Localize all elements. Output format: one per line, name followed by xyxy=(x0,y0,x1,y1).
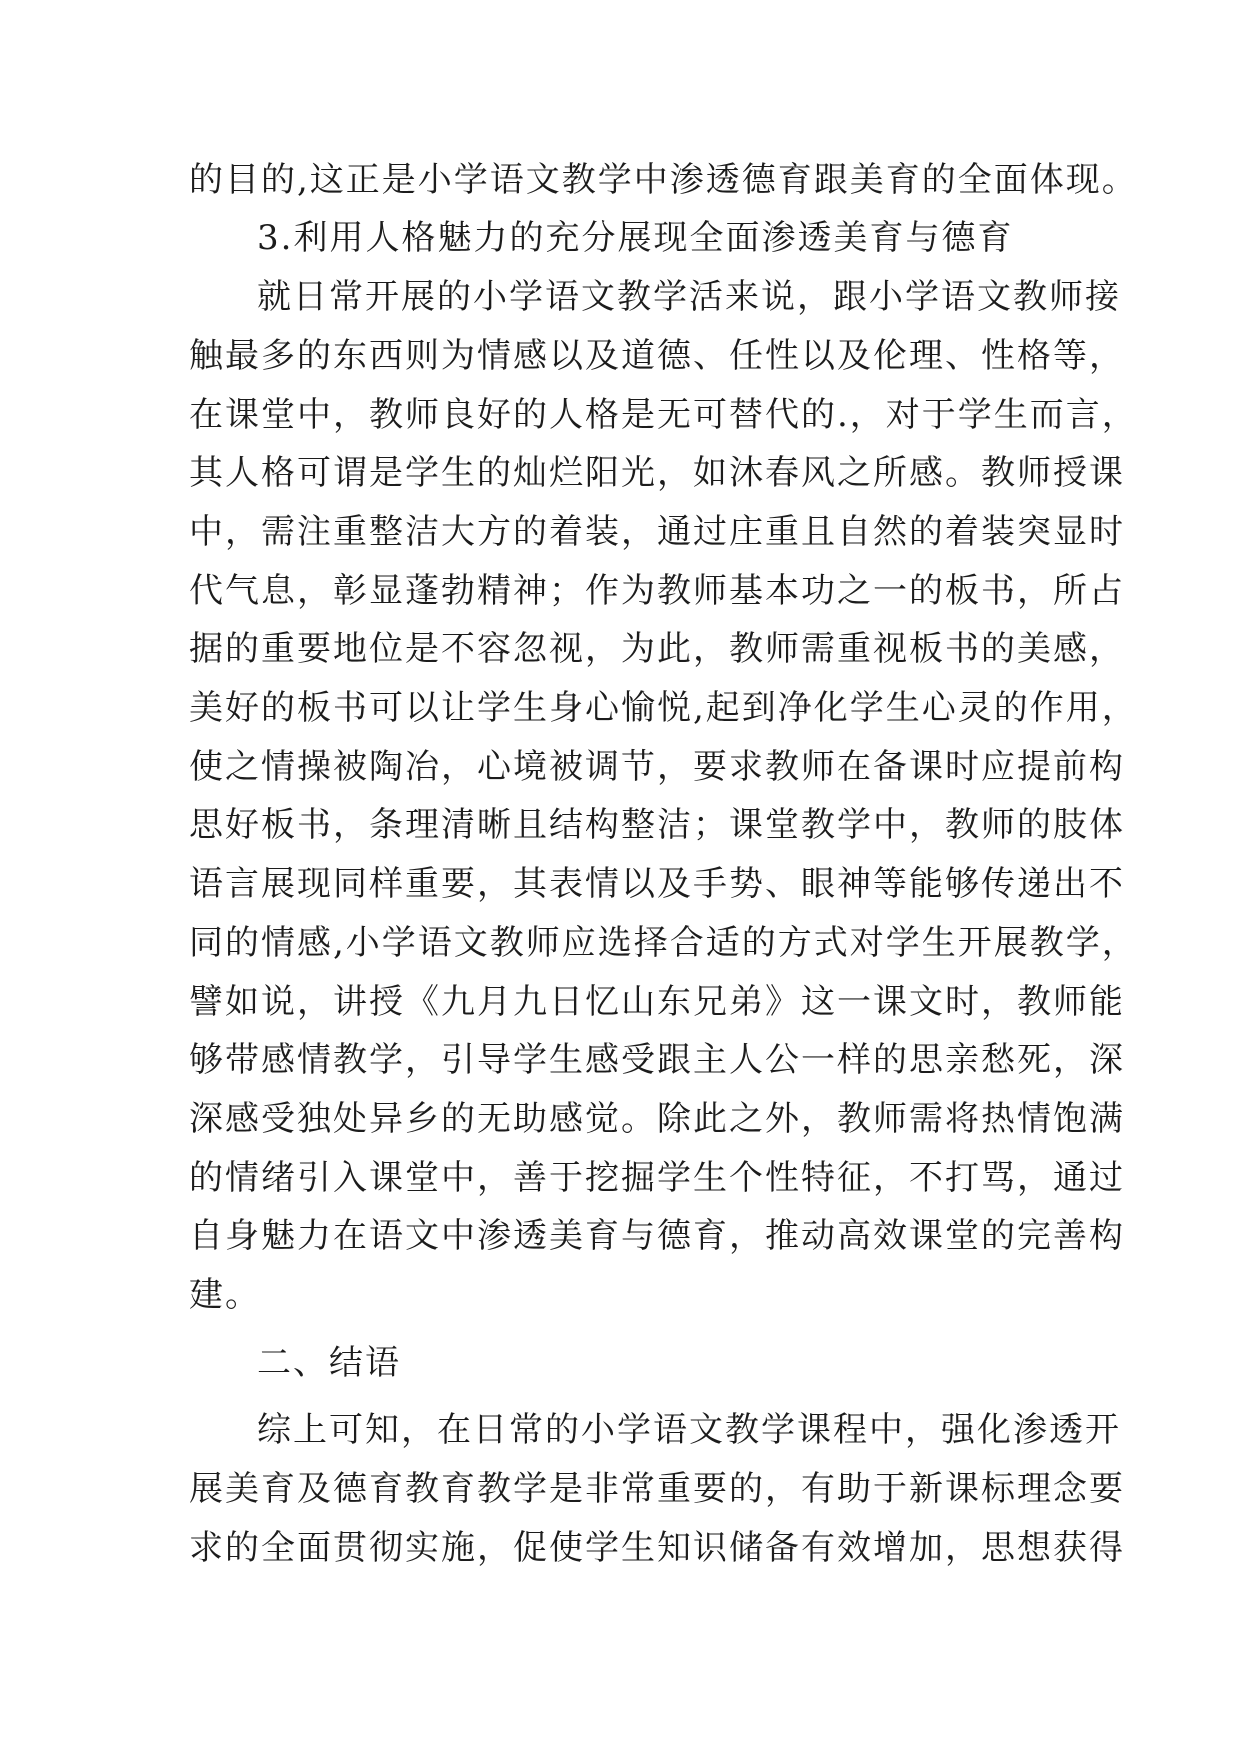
text-line: 据的重要地位是不容忽视，为此，教师需重视板书的美感， xyxy=(189,629,1125,669)
section-heading: 二、结语 xyxy=(257,1343,401,1383)
text-line: 够带感情教学，引导学生感受跟主人公一样的思亲愁死，深 xyxy=(189,1040,1125,1080)
text-line: 求的全面贯彻实施，促使学生知识储备有效增加，思想获得 xyxy=(189,1528,1125,1568)
text-line: 美好的板书可以让学生身心愉悦,起到净化学生心灵的作用， xyxy=(189,688,1138,728)
text-line: 中，需注重整洁大方的着装，通过庄重且自然的着装突显时 xyxy=(189,512,1125,552)
text-line: 语言展现同样重要，其表情以及手势、眼神等能够传递出不 xyxy=(189,864,1125,904)
text-line: 自身魅力在语文中渗透美育与德育，推动高效课堂的完善构 xyxy=(189,1216,1125,1256)
text-line: 触最多的东西则为情感以及道德、任性以及伦理、性格等， xyxy=(189,336,1125,376)
section-heading: 3.利用人格魅力的充分展现全面渗透美育与德育 xyxy=(257,218,1014,258)
text-line: 深感受独处异乡的无助感觉。除此之外，教师需将热情饱满 xyxy=(189,1099,1125,1139)
text-line: 代气息，彰显蓬勃精神；作为教师基本功之一的板书，所占 xyxy=(189,571,1125,611)
text-line: 就日常开展的小学语文教学活来说，跟小学语文教师接 xyxy=(257,277,1121,317)
text-line: 使之情操被陶冶，心境被调节，要求教师在备课时应提前构 xyxy=(189,747,1125,787)
text-line: 其人格可谓是学生的灿烂阳光，如沐春风之所感。教师授课 xyxy=(189,453,1125,493)
text-line: 在课堂中，教师良好的人格是无可替代的.，对于学生而言， xyxy=(189,395,1138,435)
text-line: 的目的,这正是小学语文教学中渗透德育跟美育的全面体现。 xyxy=(189,160,1138,200)
text-line: 譬如说，讲授《九月九日忆山东兄弟》这一课文时，教师能 xyxy=(189,982,1125,1022)
text-line: 思好板书，条理清晰且结构整洁；课堂教学中，教师的肢体 xyxy=(189,805,1125,845)
text-line: 建。 xyxy=(189,1275,261,1315)
text-line: 展美育及德育教育教学是非常重要的，有助于新课标理念要 xyxy=(189,1469,1125,1509)
text-line: 的情绪引入课堂中，善于挖掘学生个性特征，不打骂，通过 xyxy=(189,1158,1125,1198)
text-line: 同的情感,小学语文教师应选择合适的方式对学生开展教学， xyxy=(189,923,1138,963)
text-line: 综上可知，在日常的小学语文教学课程中，强化渗透开 xyxy=(257,1410,1121,1450)
